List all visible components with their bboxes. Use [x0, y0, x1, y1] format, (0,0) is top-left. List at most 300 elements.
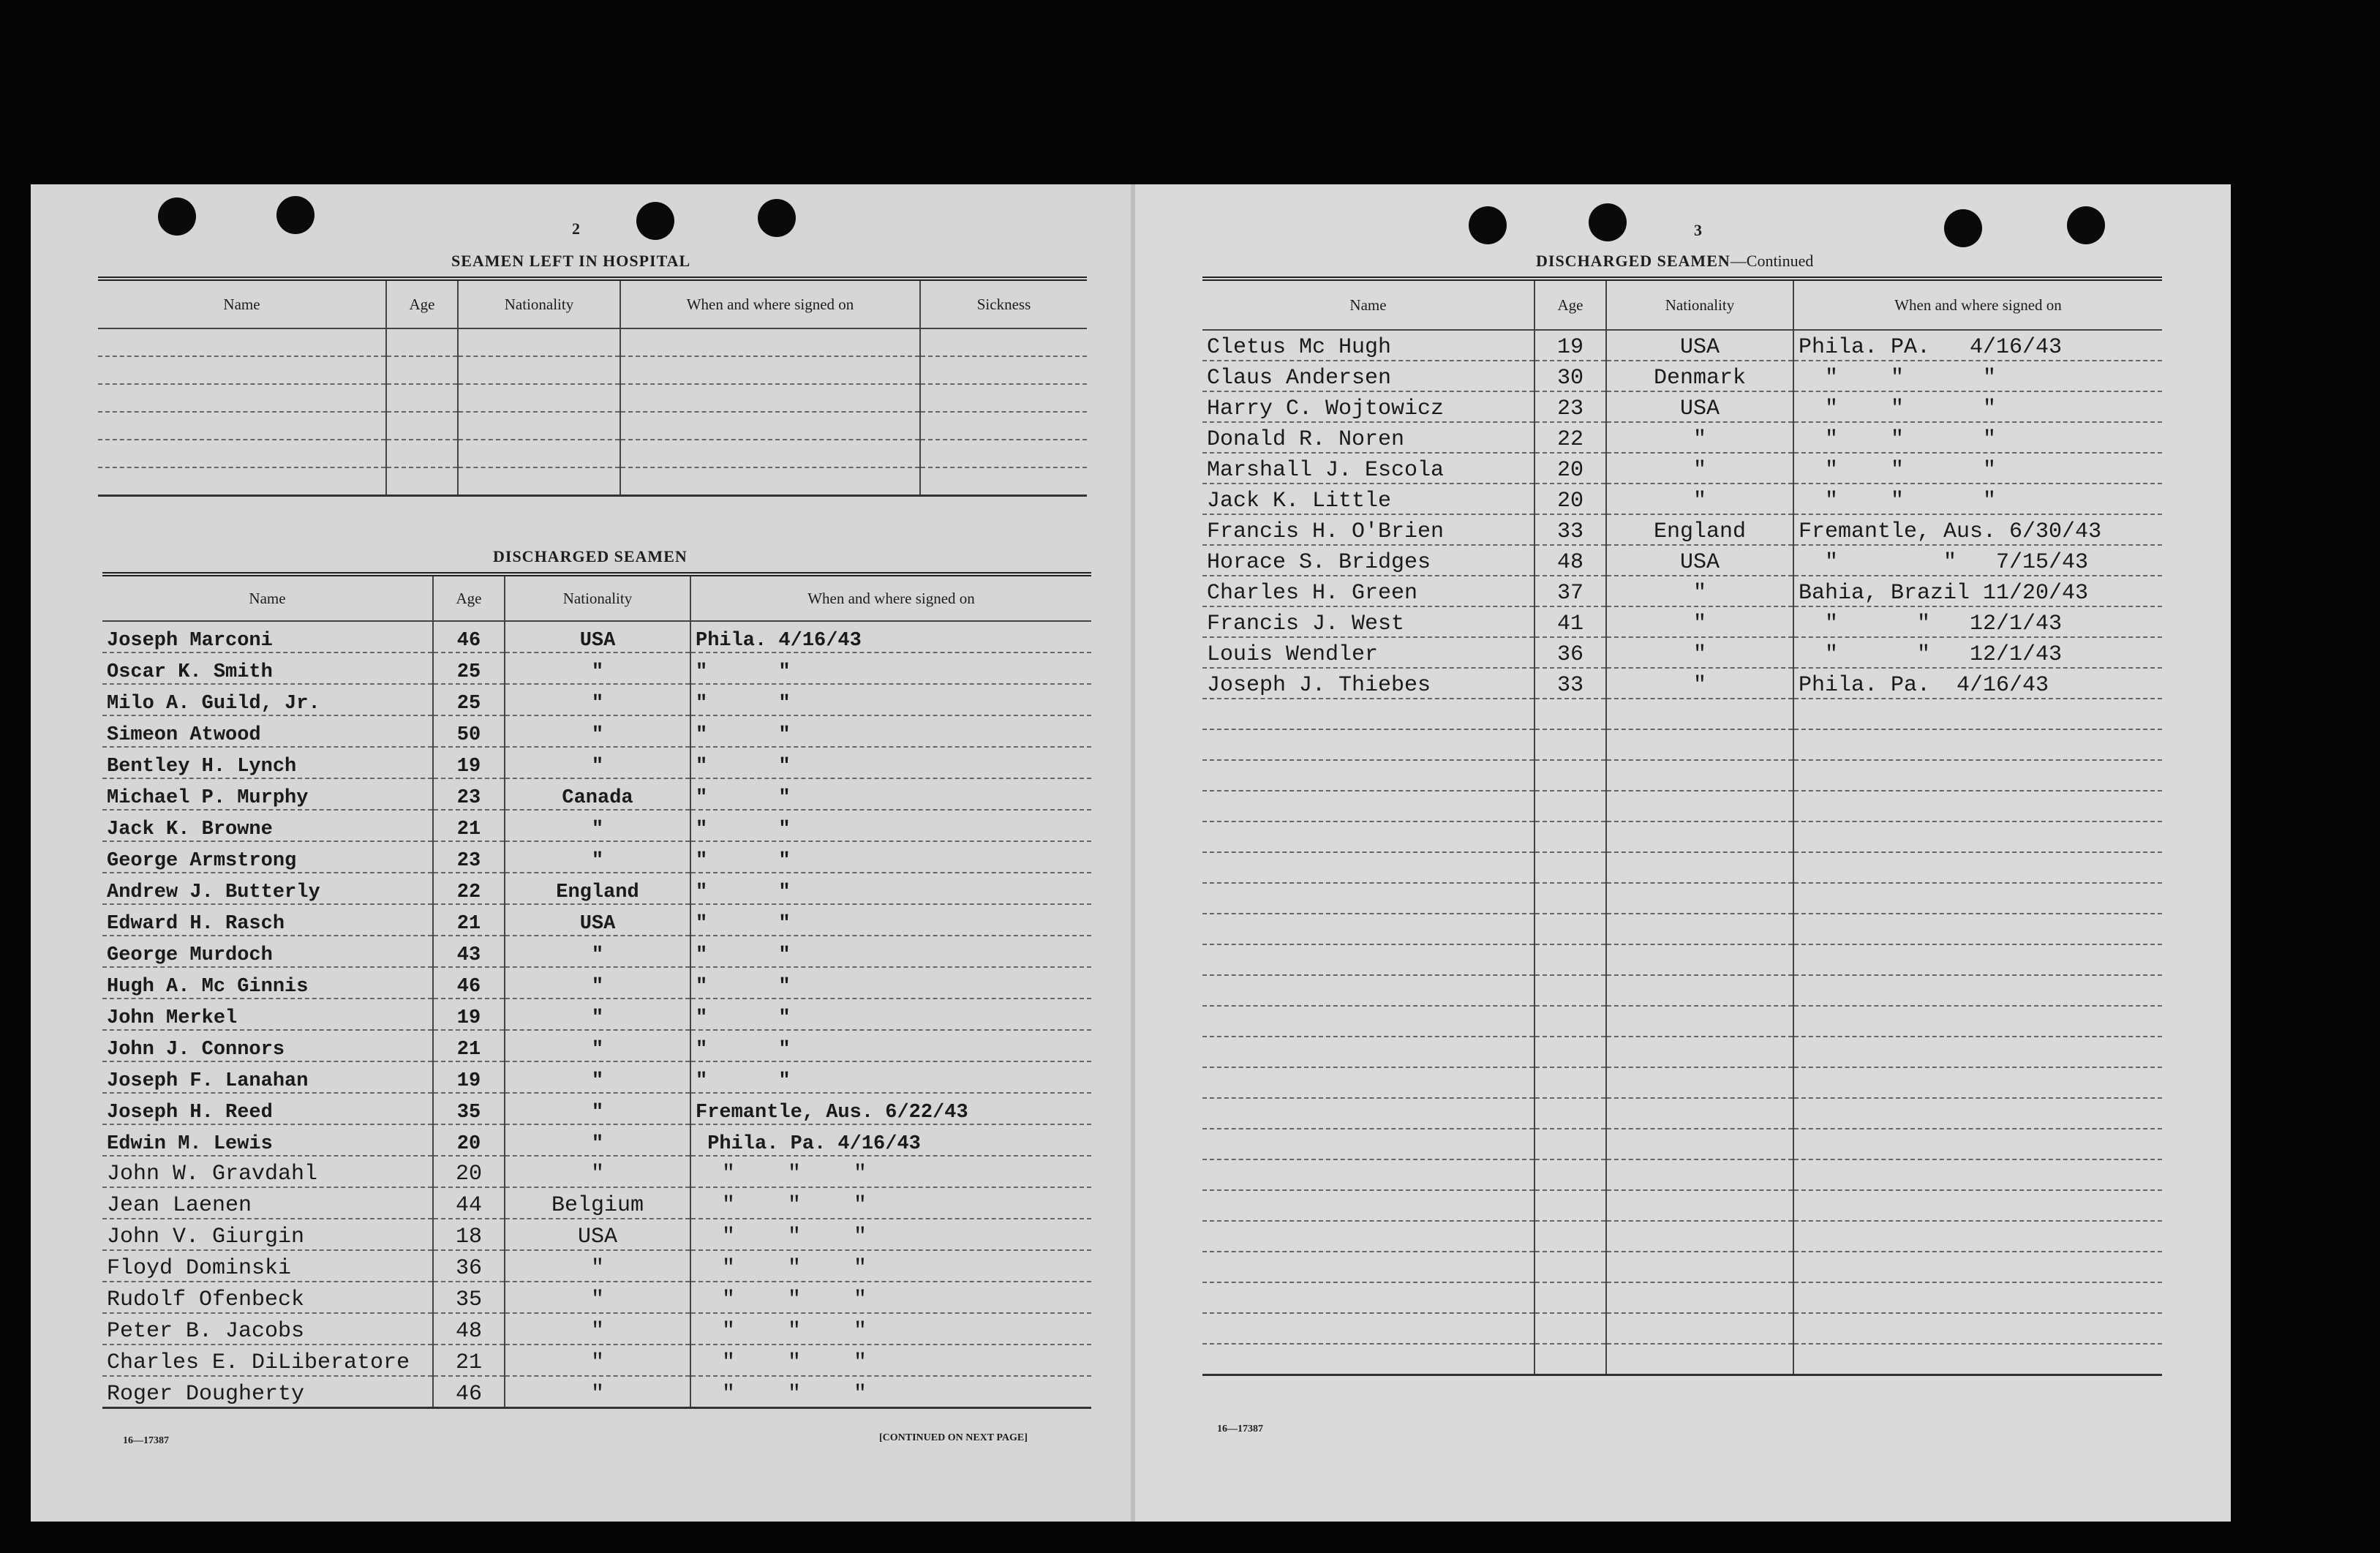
cell-signed — [1793, 1037, 2162, 1067]
cell-name: Francis H. O'Brien — [1202, 514, 1534, 545]
cell-nationality — [1606, 791, 1793, 821]
table-row — [102, 1345, 1091, 1376]
table-row — [1202, 1159, 2162, 1190]
cell-name — [1202, 1067, 1534, 1098]
cell-age — [1534, 821, 1606, 852]
table-row — [1202, 422, 2162, 453]
cell-age: 19 — [1534, 330, 1606, 361]
cell-nationality — [1606, 1037, 1793, 1067]
table-row — [1202, 1282, 2162, 1313]
page-number: 2 — [572, 219, 580, 238]
discharged-table-right — [1202, 277, 2162, 1376]
cell-nationality — [1606, 1313, 1793, 1344]
cell-nationality — [1606, 914, 1793, 944]
cell-signed: " " — [690, 778, 1091, 810]
cell-signed — [1793, 914, 2162, 944]
empty-cell — [458, 467, 620, 496]
cell-signed: Phila. Pa. 4/16/43 — [690, 1124, 1091, 1156]
cell-age: 19 — [433, 747, 505, 778]
column-header: Name — [1202, 279, 1534, 330]
cell-age: 25 — [433, 684, 505, 715]
table-row — [98, 412, 1087, 440]
cell-name: George Murdoch — [102, 936, 433, 967]
cell-age: 50 — [433, 715, 505, 747]
column-header: When and where signed on — [690, 574, 1091, 621]
table-row — [102, 1187, 1091, 1219]
table-row — [1202, 576, 2162, 606]
cell-name: Simeon Atwood — [102, 715, 433, 747]
table-row — [98, 384, 1087, 412]
cell-signed — [1793, 975, 2162, 1006]
punch-hole — [158, 198, 196, 236]
cell-name — [1202, 1344, 1534, 1375]
cell-age: 21 — [433, 904, 505, 936]
cell-age — [1534, 699, 1606, 729]
cell-name — [1202, 1190, 1534, 1221]
punch-hole — [2067, 206, 2105, 244]
cell-signed: " " — [690, 684, 1091, 715]
cell-nationality: " — [1606, 576, 1793, 606]
table-row — [1202, 330, 2162, 361]
table-row — [1202, 760, 2162, 791]
table-row — [102, 873, 1091, 904]
cell-age: 21 — [433, 1345, 505, 1376]
cell-name — [1202, 821, 1534, 852]
cell-name: Cletus Mc Hugh — [1202, 330, 1534, 361]
cell-age: 33 — [1534, 668, 1606, 699]
empty-cell — [620, 440, 920, 467]
cell-name — [1202, 1313, 1534, 1344]
cell-nationality: Belgium — [505, 1187, 690, 1219]
cell-name — [1202, 1159, 1534, 1190]
cell-name — [1202, 975, 1534, 1006]
cell-signed — [1793, 821, 2162, 852]
cell-nationality — [1606, 1190, 1793, 1221]
cell-name: Charles E. DiLiberatore — [102, 1345, 433, 1376]
cell-signed — [1793, 1282, 2162, 1313]
cell-name: Donald R. Noren — [1202, 422, 1534, 453]
table-row — [1202, 1037, 2162, 1067]
cell-name: Floyd Dominski — [102, 1250, 433, 1282]
cell-name — [1202, 760, 1534, 791]
cell-age: 36 — [1534, 637, 1606, 668]
cell-name: Harry C. Wojtowicz — [1202, 391, 1534, 422]
cell-nationality: " — [505, 841, 690, 873]
cell-nationality: " — [1606, 668, 1793, 699]
empty-cell — [98, 384, 386, 412]
cell-signed: " " " — [1793, 453, 2162, 484]
cell-nationality — [1606, 760, 1793, 791]
cell-signed: " " " — [690, 1156, 1091, 1187]
table-row — [1202, 1067, 2162, 1098]
cell-signed: " " " — [1793, 391, 2162, 422]
cell-name — [1202, 791, 1534, 821]
cell-age: 23 — [433, 778, 505, 810]
empty-cell — [920, 384, 1087, 412]
cell-nationality: USA — [505, 904, 690, 936]
cell-signed: Fremantle, Aus. 6/22/43 — [690, 1093, 1091, 1124]
cell-name: Louis Wendler — [1202, 637, 1534, 668]
cell-age — [1534, 760, 1606, 791]
table-row — [1202, 883, 2162, 914]
cell-age — [1534, 883, 1606, 914]
cell-age — [1534, 852, 1606, 883]
cell-signed — [1793, 852, 2162, 883]
cell-age: 41 — [1534, 606, 1606, 637]
cell-name: John V. Giurgin — [102, 1219, 433, 1250]
cell-name — [1202, 944, 1534, 975]
table-row — [1202, 361, 2162, 391]
cell-nationality — [1606, 883, 1793, 914]
table-row — [98, 356, 1087, 384]
table-row — [102, 778, 1091, 810]
table-row — [102, 1376, 1091, 1408]
cell-name: George Armstrong — [102, 841, 433, 873]
table-row — [102, 904, 1091, 936]
empty-cell — [920, 328, 1087, 356]
punch-hole — [758, 199, 796, 237]
cell-nationality: " — [505, 936, 690, 967]
cell-nationality: England — [505, 873, 690, 904]
cell-age: 46 — [433, 621, 505, 653]
cell-age: 21 — [433, 1030, 505, 1061]
cell-signed — [1793, 1190, 2162, 1221]
cell-name — [1202, 1006, 1534, 1037]
table-row — [102, 1156, 1091, 1187]
cell-age: 19 — [433, 999, 505, 1030]
cell-signed: " " — [690, 1061, 1091, 1093]
column-header: Age — [1534, 279, 1606, 330]
cell-signed: " " " — [1793, 361, 2162, 391]
cell-signed: " " — [690, 1030, 1091, 1061]
cell-nationality: USA — [505, 1219, 690, 1250]
cell-signed — [1793, 1129, 2162, 1159]
cell-nationality: " — [505, 653, 690, 684]
cell-age — [1534, 1252, 1606, 1282]
cell-name — [1202, 1221, 1534, 1252]
empty-cell — [386, 440, 458, 467]
form-number: 16—17387 — [123, 1435, 169, 1446]
column-header: Nationality — [1606, 279, 1793, 330]
empty-cell — [98, 440, 386, 467]
cell-name: Joseph H. Reed — [102, 1093, 433, 1124]
cell-nationality: " — [505, 1061, 690, 1093]
empty-cell — [620, 467, 920, 496]
table-row — [102, 653, 1091, 684]
table-row — [102, 841, 1091, 873]
cell-age — [1534, 1129, 1606, 1159]
cell-age — [1534, 1159, 1606, 1190]
column-header: Age — [386, 279, 458, 328]
table-row — [1202, 914, 2162, 944]
empty-cell — [620, 412, 920, 440]
cell-nationality: " — [505, 1282, 690, 1313]
table-row — [1202, 1129, 2162, 1159]
punch-hole — [276, 196, 315, 234]
cell-nationality — [1606, 944, 1793, 975]
cell-age: 33 — [1534, 514, 1606, 545]
table-row — [102, 1313, 1091, 1345]
cell-signed: Phila. PA. 4/16/43 — [1793, 330, 2162, 361]
table-row — [1202, 1313, 2162, 1344]
cell-name: Joseph F. Lanahan — [102, 1061, 433, 1093]
cell-nationality — [1606, 1221, 1793, 1252]
cell-name: Horace S. Bridges — [1202, 545, 1534, 576]
cell-nationality: " — [505, 999, 690, 1030]
empty-cell — [386, 328, 458, 356]
empty-cell — [386, 384, 458, 412]
cell-nationality: Canada — [505, 778, 690, 810]
empty-cell — [98, 356, 386, 384]
empty-cell — [98, 467, 386, 496]
cell-nationality: " — [505, 967, 690, 999]
cell-signed — [1793, 699, 2162, 729]
cell-signed: " " " — [690, 1345, 1091, 1376]
cell-signed: " " " — [1793, 422, 2162, 453]
cell-signed: " " — [690, 999, 1091, 1030]
column-header: When and where signed on — [1793, 279, 2162, 330]
table-row — [1202, 1344, 2162, 1375]
cell-nationality: USA — [505, 621, 690, 653]
cell-name — [1202, 699, 1534, 729]
cell-signed: " " — [690, 715, 1091, 747]
table-row — [102, 1030, 1091, 1061]
cell-signed: " " 12/1/43 — [1793, 637, 2162, 668]
empty-cell — [458, 384, 620, 412]
cell-age — [1534, 1221, 1606, 1252]
table-row — [102, 1061, 1091, 1093]
cell-nationality — [1606, 699, 1793, 729]
cell-age — [1534, 1037, 1606, 1067]
cell-name — [1202, 1037, 1534, 1067]
cell-age — [1534, 1098, 1606, 1129]
cell-age — [1534, 1190, 1606, 1221]
table-row — [102, 810, 1091, 841]
punch-hole — [1589, 203, 1627, 241]
cell-signed: Phila. Pa. 4/16/43 — [1793, 668, 2162, 699]
cell-signed — [1793, 760, 2162, 791]
title-text: DISCHARGED SEAMEN — [1536, 252, 1731, 270]
form-number: 16—17387 — [1217, 1424, 1263, 1434]
cell-name: Charles H. Green — [1202, 576, 1534, 606]
table-row — [1202, 699, 2162, 729]
cell-signed — [1793, 1098, 2162, 1129]
table-row — [102, 621, 1091, 653]
cell-nationality: USA — [1606, 391, 1793, 422]
cell-name: John Merkel — [102, 999, 433, 1030]
cell-age — [1534, 729, 1606, 760]
cell-signed — [1793, 883, 2162, 914]
cell-nationality: " — [1606, 606, 1793, 637]
cell-signed — [1793, 1221, 2162, 1252]
empty-cell — [386, 412, 458, 440]
cell-signed — [1793, 791, 2162, 821]
table-row — [1202, 391, 2162, 422]
cell-nationality: " — [505, 747, 690, 778]
cell-nationality — [1606, 1252, 1793, 1282]
cell-age: 20 — [433, 1156, 505, 1187]
hospital-table — [98, 277, 1087, 497]
table-row — [1202, 606, 2162, 637]
table-row — [102, 684, 1091, 715]
cell-signed: " " " — [690, 1282, 1091, 1313]
cell-nationality — [1606, 1159, 1793, 1190]
cell-name: Jack K. Little — [1202, 484, 1534, 514]
cell-age: 30 — [1534, 361, 1606, 391]
empty-cell — [920, 412, 1087, 440]
cell-nationality — [1606, 852, 1793, 883]
table-row — [1202, 1190, 2162, 1221]
cell-age: 44 — [433, 1187, 505, 1219]
cell-name: Rudolf Ofenbeck — [102, 1282, 433, 1313]
cell-name — [1202, 1282, 1534, 1313]
cell-age — [1534, 914, 1606, 944]
cell-signed: " " " — [690, 1187, 1091, 1219]
cell-age — [1534, 1344, 1606, 1375]
table-row — [98, 467, 1087, 496]
cell-signed: " " " — [690, 1219, 1091, 1250]
table-row — [1202, 514, 2162, 545]
cell-signed: " " — [690, 936, 1091, 967]
table-row — [1202, 852, 2162, 883]
cell-signed — [1793, 1159, 2162, 1190]
table-row — [102, 999, 1091, 1030]
cell-nationality — [1606, 729, 1793, 760]
cell-name: Joseph Marconi — [102, 621, 433, 653]
cell-signed: " " " — [690, 1376, 1091, 1408]
column-header: Name — [98, 279, 386, 328]
table-row — [1202, 545, 2162, 576]
cell-age: 21 — [433, 810, 505, 841]
discharged-table-left — [102, 572, 1091, 1409]
table-row — [102, 1093, 1091, 1124]
cell-name — [1202, 914, 1534, 944]
cell-nationality: Denmark — [1606, 361, 1793, 391]
table-row — [1202, 1006, 2162, 1037]
cell-signed: " " 12/1/43 — [1793, 606, 2162, 637]
cell-nationality: " — [505, 1156, 690, 1187]
empty-cell — [920, 356, 1087, 384]
cell-signed: " " " — [690, 1250, 1091, 1282]
cell-name: John J. Connors — [102, 1030, 433, 1061]
cell-signed: Bahia, Brazil 11/20/43 — [1793, 576, 2162, 606]
empty-cell — [920, 440, 1087, 467]
cell-signed — [1793, 1006, 2162, 1037]
cell-name — [1202, 1129, 1534, 1159]
cell-age — [1534, 1006, 1606, 1037]
cell-name: Francis J. West — [1202, 606, 1534, 637]
empty-cell — [458, 412, 620, 440]
cell-age: 43 — [433, 936, 505, 967]
table-row — [102, 936, 1091, 967]
cell-signed: " " " — [690, 1313, 1091, 1345]
punch-hole — [1469, 206, 1507, 244]
table-row — [1202, 975, 2162, 1006]
table-row — [1202, 1098, 2162, 1129]
column-header: Sickness — [920, 279, 1087, 328]
cell-age — [1534, 944, 1606, 975]
cell-nationality: " — [505, 1124, 690, 1156]
table-row — [1202, 821, 2162, 852]
table-row — [1202, 1221, 2162, 1252]
cell-age: 48 — [1534, 545, 1606, 576]
cell-nationality: " — [505, 1093, 690, 1124]
cell-age: 37 — [1534, 576, 1606, 606]
cell-name — [1202, 1252, 1534, 1282]
cell-signed: " " 7/15/43 — [1793, 545, 2162, 576]
cell-age: 20 — [1534, 453, 1606, 484]
cell-nationality: " — [505, 715, 690, 747]
cell-nationality — [1606, 1006, 1793, 1037]
cell-age: 18 — [433, 1219, 505, 1250]
cell-nationality: " — [505, 1250, 690, 1282]
cell-signed — [1793, 1067, 2162, 1098]
cell-age: 48 — [433, 1313, 505, 1345]
column-header: When and where signed on — [620, 279, 920, 328]
column-header: Name — [102, 574, 433, 621]
empty-cell — [620, 328, 920, 356]
punch-hole — [1944, 209, 1982, 247]
column-header: Nationality — [505, 574, 690, 621]
cell-nationality — [1606, 1067, 1793, 1098]
cell-age — [1534, 1067, 1606, 1098]
cell-nationality — [1606, 1129, 1793, 1159]
cell-signed: " " " — [1793, 484, 2162, 514]
cell-age: 46 — [433, 967, 505, 999]
punch-hole — [636, 202, 674, 240]
cell-age: 35 — [433, 1282, 505, 1313]
cell-signed: " " — [690, 747, 1091, 778]
cell-age: 25 — [433, 653, 505, 684]
cell-nationality: " — [1606, 484, 1793, 514]
cell-name: Bentley H. Lynch — [102, 747, 433, 778]
cell-nationality — [1606, 1282, 1793, 1313]
empty-cell — [98, 412, 386, 440]
empty-cell — [458, 440, 620, 467]
cell-signed: Phila. 4/16/43 — [690, 621, 1091, 653]
continued-note: [CONTINUED ON NEXT PAGE] — [879, 1432, 1028, 1443]
table-row — [98, 328, 1087, 356]
empty-cell — [458, 328, 620, 356]
table-row — [1202, 729, 2162, 760]
cell-age — [1534, 791, 1606, 821]
table-row — [102, 1124, 1091, 1156]
cell-name: Andrew J. Butterly — [102, 873, 433, 904]
cell-nationality: " — [505, 1030, 690, 1061]
cell-signed: " " — [690, 967, 1091, 999]
empty-cell — [920, 467, 1087, 496]
table-row — [102, 1250, 1091, 1282]
column-header: Age — [433, 574, 505, 621]
table-row — [102, 1282, 1091, 1313]
cell-name: Oscar K. Smith — [102, 653, 433, 684]
cell-nationality — [1606, 821, 1793, 852]
cell-age: 19 — [433, 1061, 505, 1093]
cell-age — [1534, 1313, 1606, 1344]
cell-nationality: USA — [1606, 330, 1793, 361]
cell-signed — [1793, 1252, 2162, 1282]
cell-nationality: England — [1606, 514, 1793, 545]
cell-name: Hugh A. Mc Ginnis — [102, 967, 433, 999]
cell-nationality: " — [1606, 422, 1793, 453]
cell-name — [1202, 729, 1534, 760]
cell-name: Joseph J. Thiebes — [1202, 668, 1534, 699]
table-row — [1202, 453, 2162, 484]
cell-signed — [1793, 729, 2162, 760]
cell-age — [1534, 1282, 1606, 1313]
cell-age — [1534, 975, 1606, 1006]
cell-name: Michael P. Murphy — [102, 778, 433, 810]
